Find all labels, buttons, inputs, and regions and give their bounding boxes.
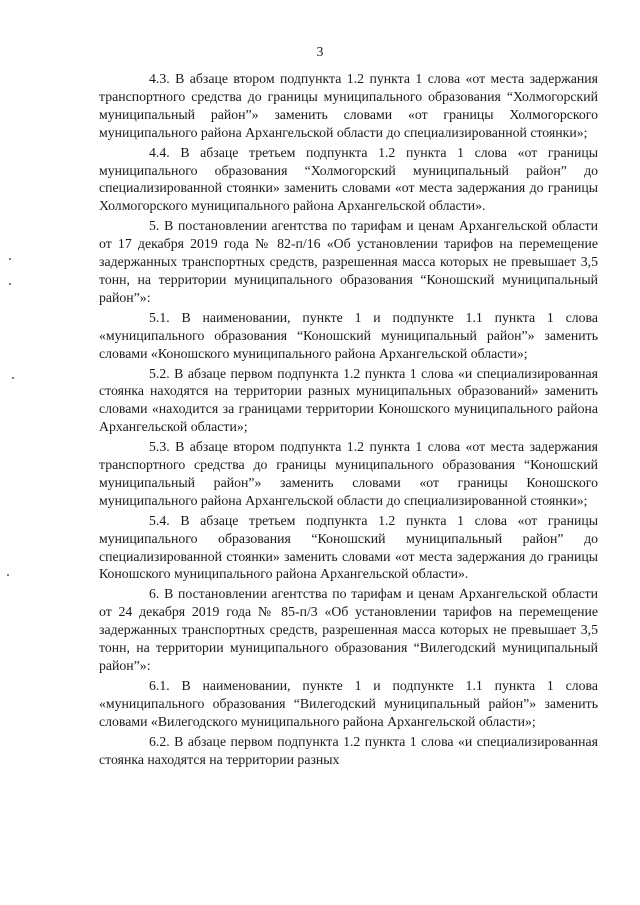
scan-speck bbox=[12, 377, 14, 379]
paragraph-5-3: 5.3. В абзаце втором подпункта 1.2 пункта 1 слова «от места задержания транспортного средства до границы муниципального образования “Коношский муниципальный район”» заменить словами «от границы Коношского муниципального района Архангельской области до специализированной стоянки»; bbox=[99, 439, 598, 508]
paragraph-5-4: 5.4. В абзаце третьем подпункта 1.2 пункта 1 слова «от границы муниципального образования “Коношский муниципальный район” до специализированной стоянки» заменить словами «от места задержания до границы Коношского муниципального района Архангельской области». bbox=[99, 512, 598, 582]
page-number: 3 bbox=[316, 44, 324, 59]
paragraph-5: 5. В постановлении агентства по тарифам и ценам Архангельской области от 17 декабря 2019 года № 82-п/16 «Об установлении тарифов на перемещение задержанных транспортных средств, разрешенная масса которых не превышает 3,5 тонн, на территории муниципального образования “Коношский муниципальный район”»: bbox=[99, 218, 598, 305]
document-body bbox=[99, 70, 598, 768]
paragraph-6: 6. В постановлении агентства по тарифам и ценам Архангельской области от 24 декабря 2019 года № 85-п/3 «Об установлении тарифов на перемещение задержанных транспортных средств, разрешенная масса которых не превышает 3,5 тонн, на территории муниципального образования “Вилегодский муниципальный район”»: bbox=[99, 586, 598, 673]
paragraph-4-3: 4.3. В абзаце втором подпункта 1.2 пункта 1 слова «от места задержания транспортного средства до границы муниципального образования “Холмогорский муниципальный район”» заменить словами «от границы Холмогорского муниципального района Архангельской области до специализированной стоянки»; bbox=[99, 71, 598, 140]
paragraph-5-2: 5.2. В абзаце первом подпункта 1.2 пункта 1 слова «и специализированная стоянка находятся на территории разных муниципальных образований» заменить словами «находится за границами территории Коношского муниципального района Архангельской области»; bbox=[99, 365, 598, 435]
scan-speck bbox=[7, 574, 9, 576]
paragraph-4-4: 4.4. В абзаце третьем подпункта 1.2 пункта 1 слова «от границы муниципального образования “Холмогорский муниципальный район” до специализированной стоянки» заменить словами «от места задержания до границы Холмогорского муниципального района Архангельской области». bbox=[99, 144, 598, 214]
scan-speck bbox=[9, 283, 11, 285]
scan-speck bbox=[9, 258, 11, 260]
paragraph-5-1: 5.1. В наименовании, пункте 1 и подпункте 1.1 пункта 1 слова «муниципального образования “Коношский муниципальный район”» заменить словами «Коношского муниципального района Архангельской области»; bbox=[99, 309, 598, 361]
paragraph-6-1: 6.1. В наименовании, пункте 1 и подпункте 1.1 пункта 1 слова «муниципального образования “Вилегодский муниципальный район”» заменить словами «Вилегодского муниципального района Архангельской области»; bbox=[99, 677, 598, 729]
paragraph-6-2: 6.2. В абзаце первом подпункта 1.2 пункта 1 слова «и специализированная стоянка находятся на территории разных bbox=[99, 733, 598, 767]
